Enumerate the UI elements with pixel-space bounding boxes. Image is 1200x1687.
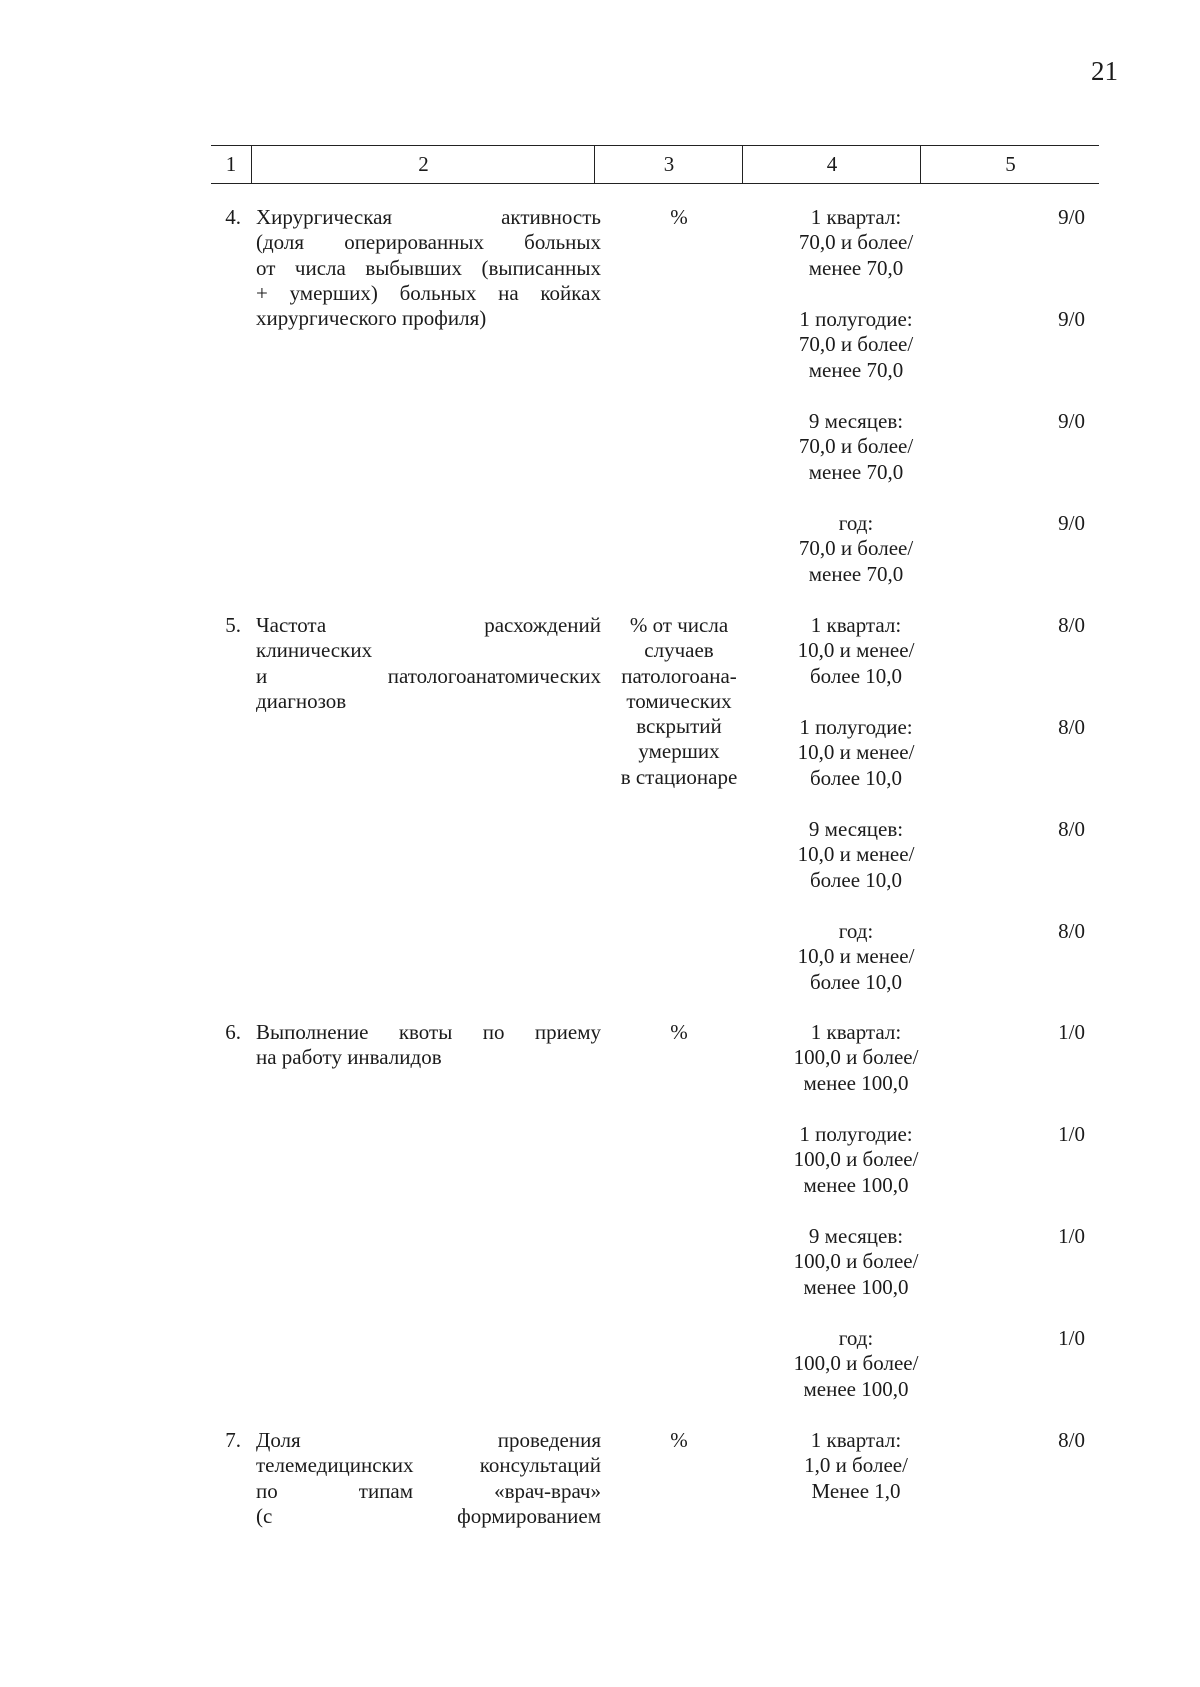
row-number: 6. — [225, 1020, 241, 1044]
indicator-name-line: хирургического профиля) — [256, 306, 487, 331]
indicator-name — [256, 1020, 601, 1071]
row-number: 7. — [225, 1428, 241, 1452]
period-label: 1 квартал: — [810, 1020, 902, 1044]
unit-line: томических — [626, 688, 732, 713]
period-label: 1 квартал: — [810, 1428, 902, 1452]
period-threshold: более 10,0 — [809, 765, 903, 790]
indicator-name — [256, 205, 601, 331]
indicator-name-line: диагнозов — [256, 688, 347, 713]
period-label: 1 квартал: — [810, 205, 902, 229]
score-cell: 9/0 — [1058, 511, 1085, 535]
period-threshold: менее 100,0 — [803, 1172, 909, 1197]
unit-line: % — [670, 1020, 688, 1044]
period-threshold: менее 100,0 — [803, 1070, 909, 1095]
unit-line: % — [670, 205, 688, 229]
table-header — [211, 145, 1099, 184]
period-threshold: 1,0 и более/ — [804, 1453, 908, 1478]
period-label: 1 квартал: — [810, 613, 902, 637]
period-cell — [751, 1326, 961, 1402]
period-threshold: более 10,0 — [809, 663, 903, 688]
period-cell — [751, 1224, 961, 1300]
indicator-name-line: на работу инвалидов — [256, 1045, 442, 1070]
period-cell — [751, 1122, 961, 1198]
period-threshold: 10,0 и менее/ — [797, 740, 915, 765]
period-threshold: 70,0 и более/ — [798, 434, 914, 459]
period-label: год: — [838, 511, 874, 535]
period-label: год: — [838, 1326, 874, 1350]
unit-line: патологоана- — [621, 663, 737, 688]
period-threshold: менее 70,0 — [808, 459, 904, 484]
indicator-name-line: Хирургическая активность — [256, 205, 601, 229]
unit-cell — [599, 613, 759, 790]
period-cell — [751, 409, 961, 485]
period-cell — [751, 613, 961, 689]
row-number: 4. — [225, 205, 241, 229]
period-threshold: менее 70,0 — [808, 357, 904, 382]
indicator-name-line: и патологоанатомических — [256, 663, 601, 688]
score-cell: 9/0 — [1058, 409, 1085, 433]
score-cell: 8/0 — [1058, 817, 1085, 841]
unit-line: умерших — [638, 739, 720, 764]
period-cell — [751, 511, 961, 587]
header-col-4: 4 — [742, 146, 921, 183]
header-col-5: 5 — [920, 146, 1100, 183]
period-cell — [751, 205, 961, 281]
period-threshold: 10,0 и менее/ — [797, 638, 915, 663]
score-cell: 9/0 — [1058, 205, 1085, 229]
period-threshold: 70,0 и более/ — [798, 332, 914, 357]
unit-cell — [599, 1020, 759, 1045]
period-label: 1 полугодие: — [799, 307, 913, 331]
score-cell: 1/0 — [1058, 1122, 1085, 1146]
unit-cell — [599, 1428, 759, 1453]
period-threshold: 10,0 и менее/ — [797, 842, 915, 867]
indicator-name-line: по типам «врач-врач» — [256, 1478, 601, 1503]
period-cell — [751, 1020, 961, 1096]
indicator-name-line: от числа выбывших (выписанных — [256, 255, 601, 280]
period-threshold: более 10,0 — [809, 867, 903, 892]
period-threshold: 100,0 и более/ — [793, 1147, 919, 1172]
period-cell — [751, 1428, 961, 1504]
period-cell — [751, 715, 961, 791]
period-label: год: — [838, 919, 874, 943]
indicator-name-line: клинических — [256, 638, 373, 663]
unit-line: в стационаре — [620, 764, 738, 789]
period-threshold: менее 70,0 — [808, 561, 904, 586]
unit-line: % — [670, 1428, 688, 1452]
indicator-name-line: Частота расхождений — [256, 613, 601, 637]
period-cell — [751, 817, 961, 893]
score-cell: 1/0 — [1058, 1326, 1085, 1350]
period-cell — [751, 307, 961, 383]
indicator-name-line: Доля проведения — [256, 1428, 601, 1452]
period-threshold: 100,0 и более/ — [793, 1351, 919, 1376]
period-label: 9 месяцев: — [808, 1224, 904, 1248]
unit-cell — [599, 205, 759, 230]
period-label: 9 месяцев: — [808, 409, 904, 433]
indicator-name — [256, 613, 601, 714]
period-cell — [751, 919, 961, 995]
period-threshold: менее 100,0 — [803, 1376, 909, 1401]
header-col-1: 1 — [225, 152, 237, 176]
header-col-3: 3 — [594, 146, 743, 183]
period-threshold: Менее 1,0 — [811, 1478, 901, 1503]
indicator-name-line: (доля оперированных больных — [256, 230, 601, 255]
indicator-name-line: телемедицинских консультаций — [256, 1453, 601, 1478]
period-threshold: 100,0 и более/ — [793, 1045, 919, 1070]
period-threshold: 70,0 и более/ — [798, 230, 914, 255]
period-threshold: менее 70,0 — [808, 255, 904, 280]
period-threshold: 10,0 и менее/ — [797, 944, 915, 969]
score-cell: 8/0 — [1058, 613, 1085, 637]
unit-line: случаев — [644, 638, 714, 663]
unit-line: % от числа — [629, 613, 729, 637]
row-number: 5. — [225, 613, 241, 637]
unit-line: вскрытий — [636, 714, 722, 739]
indicator-name-line: Выполнение квоты по приему — [256, 1020, 601, 1044]
score-cell: 1/0 — [1058, 1020, 1085, 1044]
period-threshold: 100,0 и более/ — [793, 1249, 919, 1274]
period-label: 9 месяцев: — [808, 817, 904, 841]
indicator-name-line: + умерших) больных на койках — [256, 280, 601, 305]
indicator-name — [256, 1428, 601, 1529]
score-cell: 1/0 — [1058, 1224, 1085, 1248]
period-threshold: более 10,0 — [809, 969, 903, 994]
period-label: 1 полугодие: — [799, 1122, 913, 1146]
score-cell: 9/0 — [1058, 307, 1085, 331]
period-label: 1 полугодие: — [799, 715, 913, 739]
score-cell: 8/0 — [1058, 715, 1085, 739]
period-threshold: менее 100,0 — [803, 1274, 909, 1299]
indicator-name-line: (с формированием — [256, 1503, 601, 1528]
score-cell: 8/0 — [1058, 919, 1085, 943]
header-col-2: 2 — [251, 146, 595, 183]
page-number: 21 — [1091, 56, 1118, 86]
score-cell: 8/0 — [1058, 1428, 1085, 1452]
period-threshold: 70,0 и более/ — [798, 536, 914, 561]
